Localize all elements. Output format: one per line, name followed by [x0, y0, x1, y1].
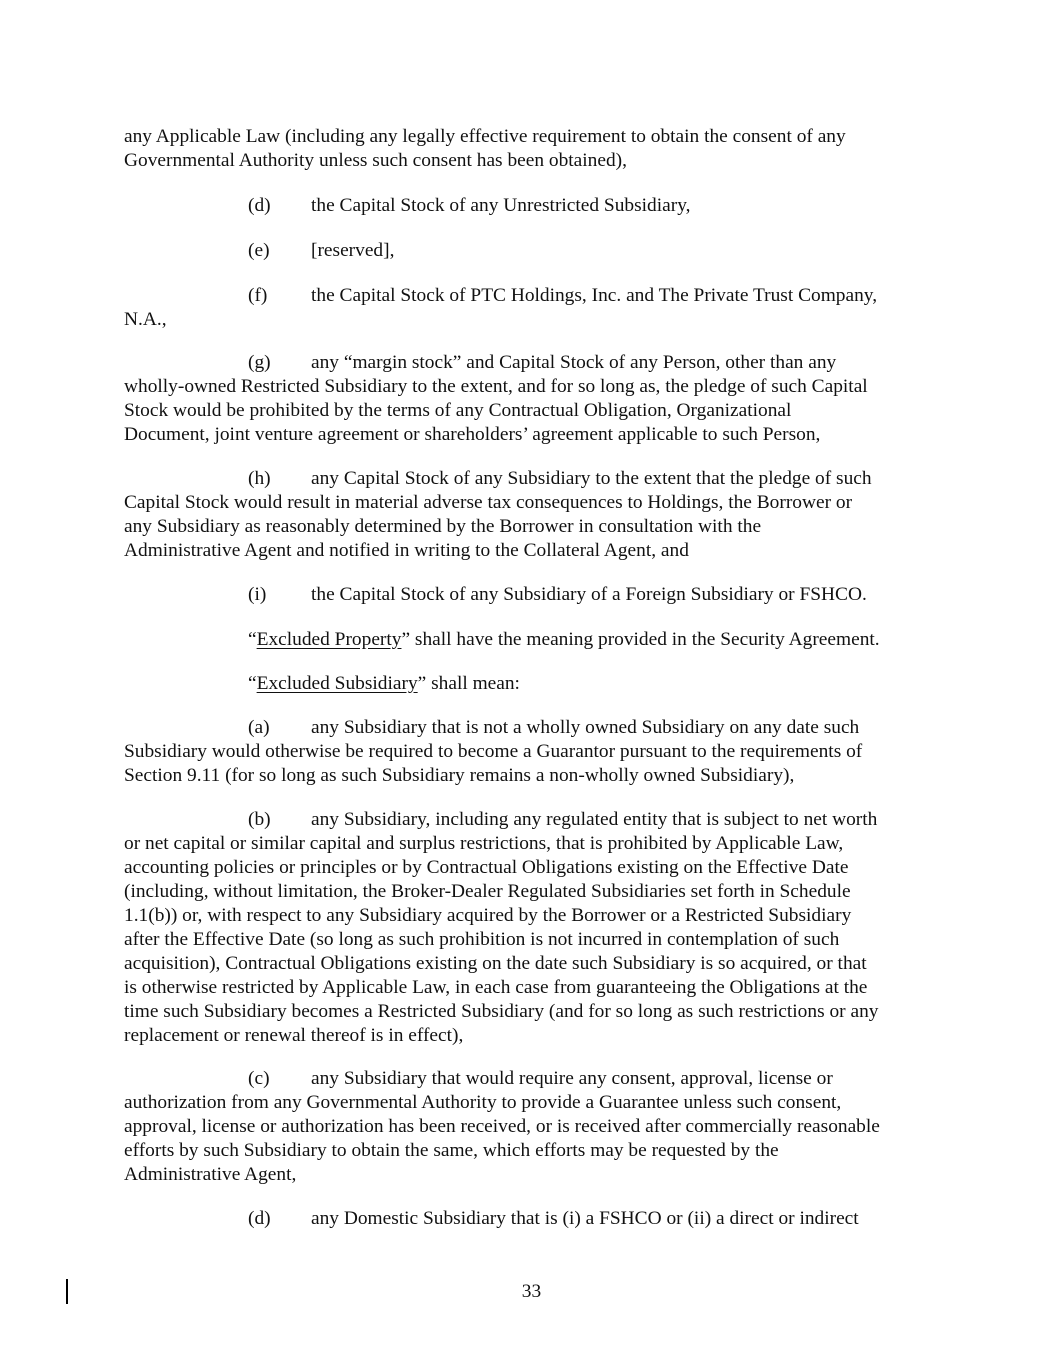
item-label: (i)	[248, 584, 267, 605]
item-text: any Subsidiary that is not a wholly owned Subsidiary on any date such	[311, 717, 860, 738]
item-continuation: is otherwise restricted by Applicable Law, in each case from guaranteeing the Obligations at the	[124, 977, 868, 998]
item-text: any “margin stock” and Capital Stock of any Person, other than any	[311, 352, 837, 373]
item-label: (d)	[248, 1208, 271, 1229]
open-quote: “	[248, 673, 257, 694]
item-continuation: (including, without limitation, the Broker-Dealer Regulated Subsidiaries set forth in Schedule	[124, 881, 851, 902]
item-text: any Subsidiary, including any regulated entity that is subject to net worth	[311, 809, 878, 830]
item-continuation: Document, joint venture agreement or shareholders’ agreement applicable to such Person,	[124, 424, 821, 445]
defined-term: Excluded Subsidiary	[256, 673, 418, 694]
item-continuation: Administrative Agent,	[124, 1164, 297, 1185]
item-label: (a)	[248, 717, 270, 738]
definition-text: ” shall mean:	[417, 673, 520, 694]
page-number: 33	[521, 1281, 542, 1302]
item-text: [reserved],	[311, 240, 395, 261]
item-label: (d)	[248, 195, 271, 216]
item-label: (h)	[248, 468, 271, 489]
item-continuation: replacement or renewal thereof is in effect),	[124, 1025, 464, 1046]
item-continuation: Capital Stock would result in material adverse tax consequences to Holdings, the Borrower or	[124, 492, 853, 513]
item-label: (b)	[248, 809, 271, 830]
item-continuation: time such Subsidiary becomes a Restricted Subsidiary (and for so long as such restrictions or any	[124, 1001, 879, 1022]
item-text: the Capital Stock of any Subsidiary of a Foreign Subsidiary or FSHCO.	[311, 584, 867, 605]
defined-term: Excluded Property	[256, 629, 402, 650]
intro-line: Governmental Authority unless such consent has been obtained),	[124, 150, 627, 171]
item-label: (g)	[248, 352, 271, 373]
item-continuation: authorization from any Governmental Authority to provide a Guarantee unless such consent,	[124, 1092, 842, 1113]
open-quote: “	[248, 629, 257, 650]
item-label: (e)	[248, 240, 270, 261]
item-continuation: Administrative Agent and notified in writing to the Collateral Agent, and	[124, 540, 689, 561]
intro-line: any Applicable Law (including any legally effective requirement to obtain the consent of any	[124, 126, 846, 147]
item-text: the Capital Stock of any Unrestricted Subsidiary,	[311, 195, 691, 216]
definition-excluded-property	[248, 628, 880, 652]
item-continuation: wholly-owned Restricted Subsidiary to the extent, and for so long as, the pledge of such Capital	[124, 376, 868, 397]
item-continuation: 1.1(b)) or, with respect to any Subsidiary acquired by the Borrower or a Restricted Subsidiary	[124, 905, 852, 926]
item-continuation: Subsidiary would otherwise be required to become a Guarantor pursuant to the requirements of	[124, 741, 863, 762]
item-continuation: acquisition), Contractual Obligations existing on the date such Subsidiary is so acquired, or that	[124, 953, 867, 974]
item-text: the Capital Stock of PTC Holdings, Inc. and The Private Trust Company,	[311, 285, 878, 306]
item-label: (f)	[248, 285, 268, 306]
item-continuation: after the Effective Date (so long as such prohibition is not incurred in contemplation of such	[124, 929, 840, 950]
item-continuation: N.A.,	[124, 309, 167, 330]
item-label: (c)	[248, 1068, 270, 1089]
item-text: any Subsidiary that would require any consent, approval, license or	[311, 1068, 833, 1089]
item-continuation: any Subsidiary as reasonably determined by the Borrower in consultation with the	[124, 516, 762, 537]
item-continuation: accounting policies or principles or by Contractual Obligations existing on the Effective Date	[124, 857, 849, 878]
item-text: any Capital Stock of any Subsidiary to the extent that the pledge of such	[311, 468, 872, 489]
item-continuation: efforts by such Subsidiary to obtain the same, which efforts may be requested by the	[124, 1140, 779, 1161]
item-continuation: approval, license or authorization has been received, or is received after commercially reasonable	[124, 1116, 880, 1137]
item-continuation: or net capital or similar capital and surplus restrictions, that is prohibited by Applicable Law,	[124, 833, 844, 854]
definition-text: ” shall have the meaning provided in the Security Agreement.	[401, 629, 880, 650]
item-continuation: Stock would be prohibited by the terms of any Contractual Obligation, Organizational	[124, 400, 792, 421]
item-text: any Domestic Subsidiary that is (i) a FSHCO or (ii) a direct or indirect	[311, 1208, 859, 1229]
item-continuation: Section 9.11 (for so long as such Subsidiary remains a non-wholly owned Subsidiary),	[124, 765, 795, 786]
definition-excluded-subsidiary	[248, 672, 520, 696]
